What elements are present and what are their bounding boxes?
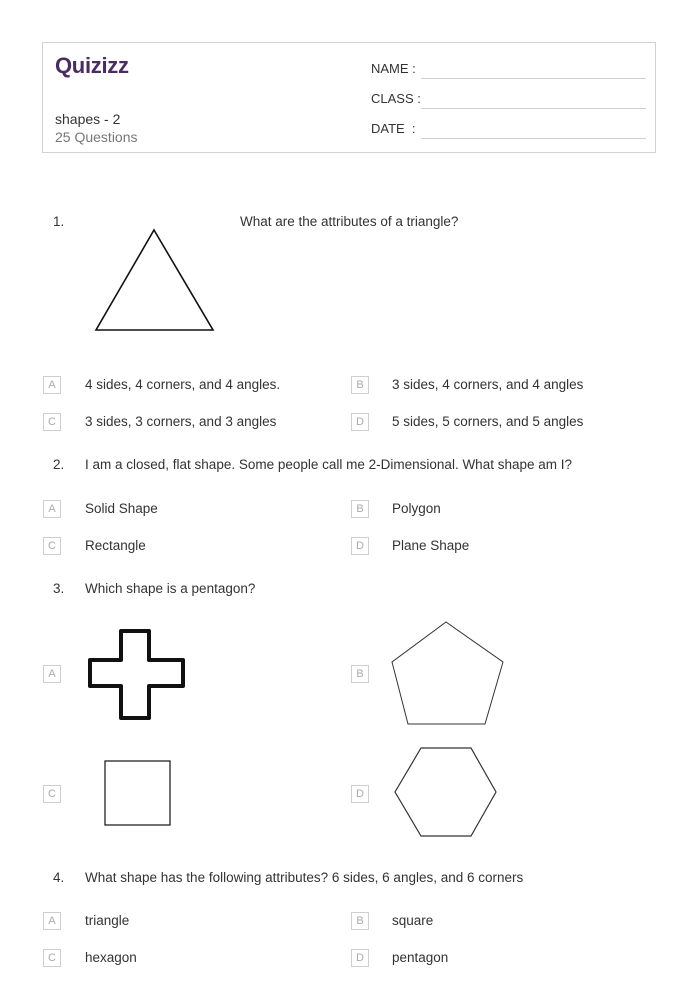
option-a-box[interactable]: A — [43, 376, 61, 394]
question-text: Which shape is a pentagon? — [85, 581, 256, 596]
option-d-box[interactable]: D — [351, 413, 369, 431]
name-label: NAME : — [371, 61, 416, 76]
option-a-text: 4 sides, 4 corners, and 4 angles. — [85, 377, 281, 392]
option-b-text: square — [392, 913, 434, 928]
option-c-box[interactable]: C — [43, 949, 61, 967]
hexagon-image — [393, 746, 499, 838]
pentagon-image — [390, 621, 506, 727]
question-number: 1. — [53, 214, 65, 229]
option-b-box[interactable]: B — [351, 500, 369, 518]
question-number: 2. — [53, 457, 65, 472]
date-field[interactable] — [421, 138, 646, 139]
option-d-text: Plane Shape — [392, 538, 470, 553]
option-c-box[interactable]: C — [43, 413, 61, 431]
class-field[interactable] — [421, 108, 646, 109]
worksheet-header — [42, 42, 656, 153]
quizizz-logo: Quizizz — [55, 53, 129, 78]
question-text: What shape has the following attributes? 6 sides, 6 angles, and 6 corners — [85, 870, 524, 885]
option-c-box[interactable]: C — [43, 785, 61, 803]
question-number: 3. — [53, 581, 65, 596]
class-label: CLASS : — [371, 91, 421, 106]
triangle-image — [94, 228, 216, 334]
option-d-box[interactable]: D — [351, 785, 369, 803]
option-c-text: hexagon — [85, 950, 137, 965]
option-a-box[interactable]: A — [43, 500, 61, 518]
question-count: 25 Questions — [55, 129, 138, 145]
option-a-box[interactable]: A — [43, 665, 61, 683]
option-a-text: triangle — [85, 913, 130, 928]
option-d-box[interactable]: D — [351, 949, 369, 967]
option-b-box[interactable]: B — [351, 376, 369, 394]
option-d-box[interactable]: D — [351, 537, 369, 555]
date-label: DATE : — [371, 121, 416, 136]
option-d-text: pentagon — [392, 950, 449, 965]
question-text: What are the attributes of a triangle? — [240, 214, 459, 229]
cross-image — [88, 629, 186, 721]
option-c-box[interactable]: C — [43, 537, 61, 555]
option-c-text: 3 sides, 3 corners, and 3 angles — [85, 414, 277, 429]
option-c-text: Rectangle — [85, 538, 146, 553]
name-field[interactable] — [421, 78, 646, 79]
question-number: 4. — [53, 870, 65, 885]
option-d-text: 5 sides, 5 corners, and 5 angles — [392, 414, 584, 429]
option-b-box[interactable]: B — [351, 665, 369, 683]
option-b-text: 3 sides, 4 corners, and 4 angles — [392, 377, 584, 392]
worksheet-title: shapes - 2 — [55, 111, 121, 127]
option-b-box[interactable]: B — [351, 912, 369, 930]
option-a-text: Solid Shape — [85, 501, 158, 516]
square-image — [104, 760, 172, 827]
question-text: I am a closed, flat shape. Some people call me 2-Dimensional. What shape am I? — [85, 457, 572, 472]
option-a-box[interactable]: A — [43, 912, 61, 930]
option-b-text: Polygon — [392, 501, 441, 516]
